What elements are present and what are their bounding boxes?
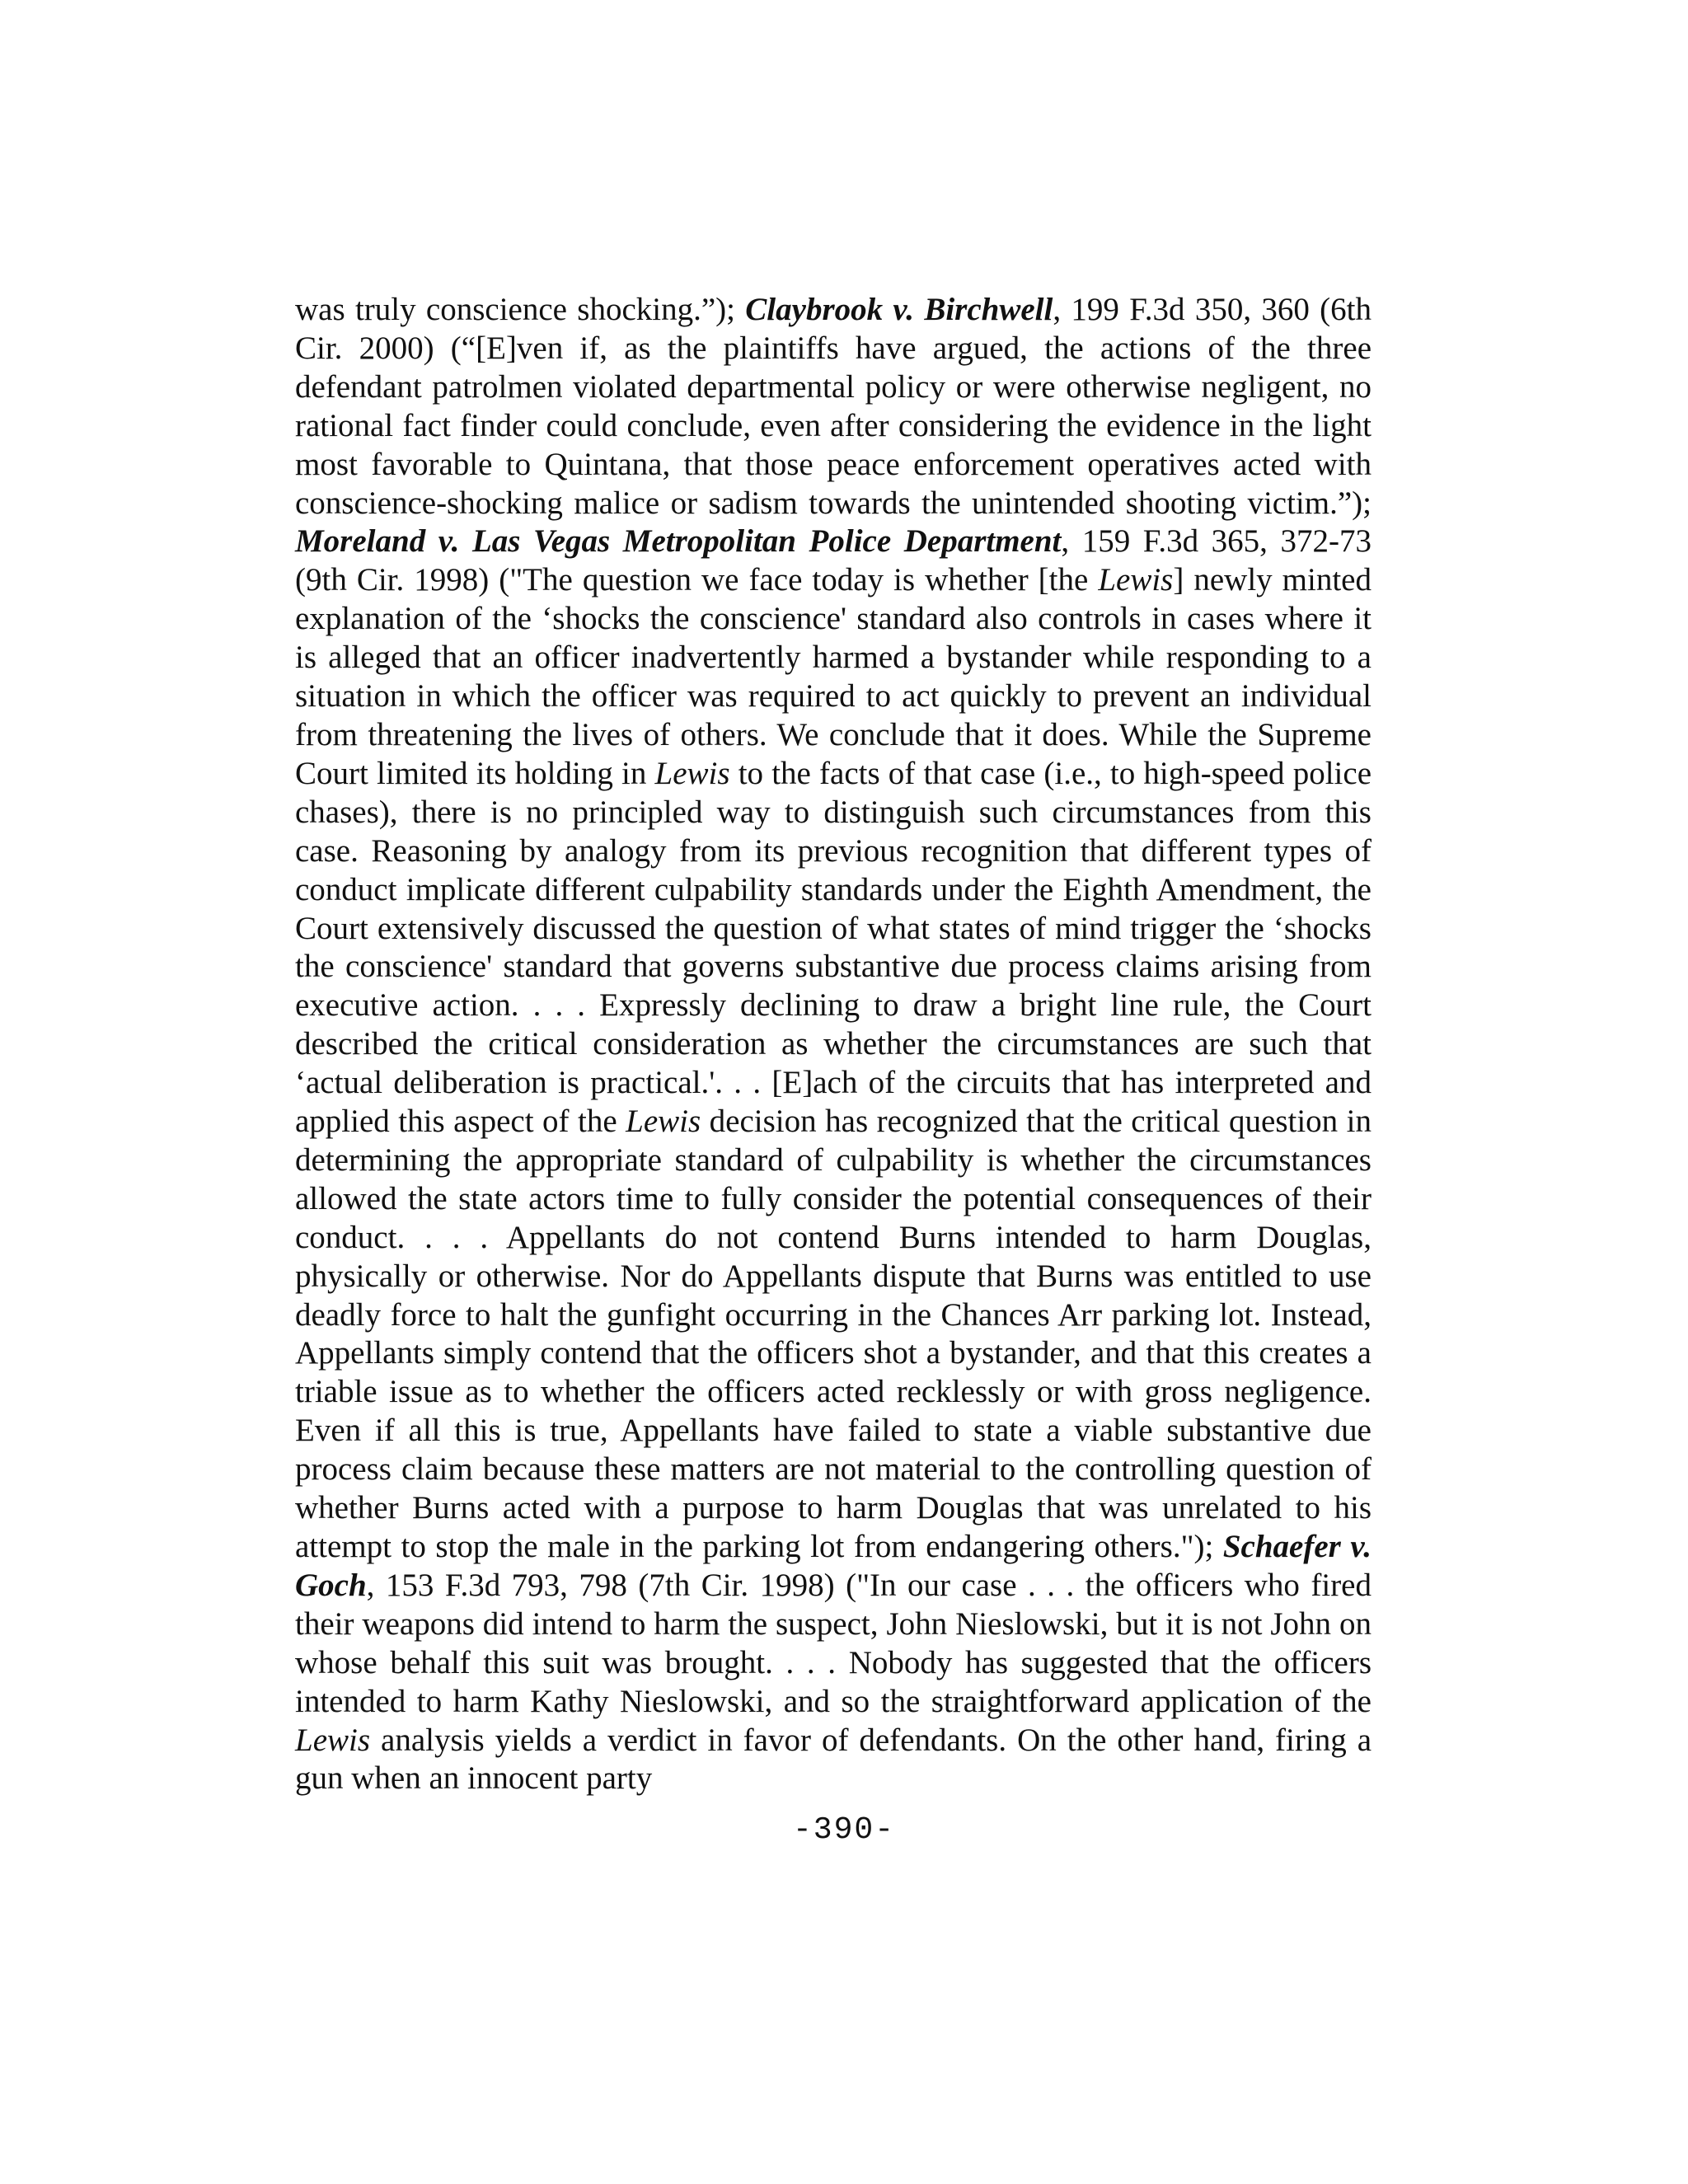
text-run: ] newly minted explanation of the ‘shocks the conscience' standard also controls in cases where it is alleged that an officer inadvertently harmed a bystander while responding to a situation in which the officer was required to act quickly to prevent an individual from threatening the lives of others. We conclude that it does. While the Supreme Court limited its holding in bbox=[295, 562, 1372, 791]
text-run: , 199 F.3d 350, 360 (6th Cir. 2000) (“[E]ven if, as the plaintiffs have argued, the actions of the three defendant patrolmen violated departmental policy or were otherwise negligent, no rational fact finder could conclude, even after considering the evidence in the light most favorable to Quintana, that those peace enforcement operatives acted with conscience-shocking malice or sadism towards the unintended shooting victim.”); bbox=[295, 292, 1372, 521]
body-paragraph bbox=[295, 291, 1372, 1798]
text-run: , 153 F.3d 793, 798 (7th Cir. 1998) ("In our case . . . the officers who fired their weapons did intend to harm the suspect, John Nieslowski, but it is not John on whose behalf this suit was brought. . . . Nobody has suggested that the officers intended to harm Kathy Nieslowski, and so the straightforward application of the bbox=[295, 1567, 1372, 1719]
case-name-claybrook: Claybrook v. Birchwell bbox=[745, 292, 1053, 327]
case-reference-lewis: Lewis bbox=[626, 1104, 701, 1140]
text-run: to the facts of that case (i.e., to high-speed police chases), there is no principled way to distinguish such circumstances from this case. Reasoning by analogy from its previous recognition that different types of conduct implicate different culpability standards under the Eighth Amendment, the Court extensively discussed the question of what states of mind trigger the ‘shocks the conscience' standard that governs substantive due process claims arising from executive action. . . . Expressly declining to draw a bright line rule, the Court described the critical consideration as whether the circumstances are such that ‘actual deliberation is practical.'. . . [E]ach of the circuits that has interpreted and applied this aspect of the bbox=[295, 755, 1372, 1140]
case-reference-lewis: Lewis bbox=[654, 755, 730, 791]
case-name-schaefer: Schaefer v. Goch bbox=[295, 1529, 1372, 1603]
page-number: -390- bbox=[792, 1812, 896, 1848]
text-run: , 159 F.3d 365, 372-73 (9th Cir. 1998) ("The question we face today is whether [the bbox=[295, 523, 1372, 598]
case-reference-lewis: Lewis bbox=[1098, 562, 1174, 598]
text-run: was truly conscience shocking.”); bbox=[295, 292, 746, 327]
text-run: decision has recognized that the critical question in determining the appropriate standard of culpability is whether the circumstances allowed the state actors time to fully consider the potential consequences of their conduct. . . . Appellants do not contend Burns intended to harm Douglas, physically or otherwise. Nor do Appellants dispute that Burns was entitled to use deadly force to halt the gunfight occurring in the Chances Arr parking lot. Instead, Appellants simply contend that the officers shot a bystander, and that this creates a triable issue as to whether the officers acted recklessly or with gross negligence. Even if all this is true, Appellants have failed to state a viable substantive due process claim because these matters are not material to the controlling question of whether Burns acted with a purpose to harm Douglas that was unrelated to his attempt to stop the male in the parking lot from endangering others."); bbox=[295, 1104, 1372, 1564]
text-run: analysis yields a verdict in favor of defendants. On the other hand, firing a gun when an innocent party bbox=[295, 1722, 1372, 1797]
case-reference-lewis: Lewis bbox=[295, 1722, 371, 1758]
case-name-moreland: Moreland v. Las Vegas Metropolitan Police Department bbox=[295, 523, 1062, 560]
